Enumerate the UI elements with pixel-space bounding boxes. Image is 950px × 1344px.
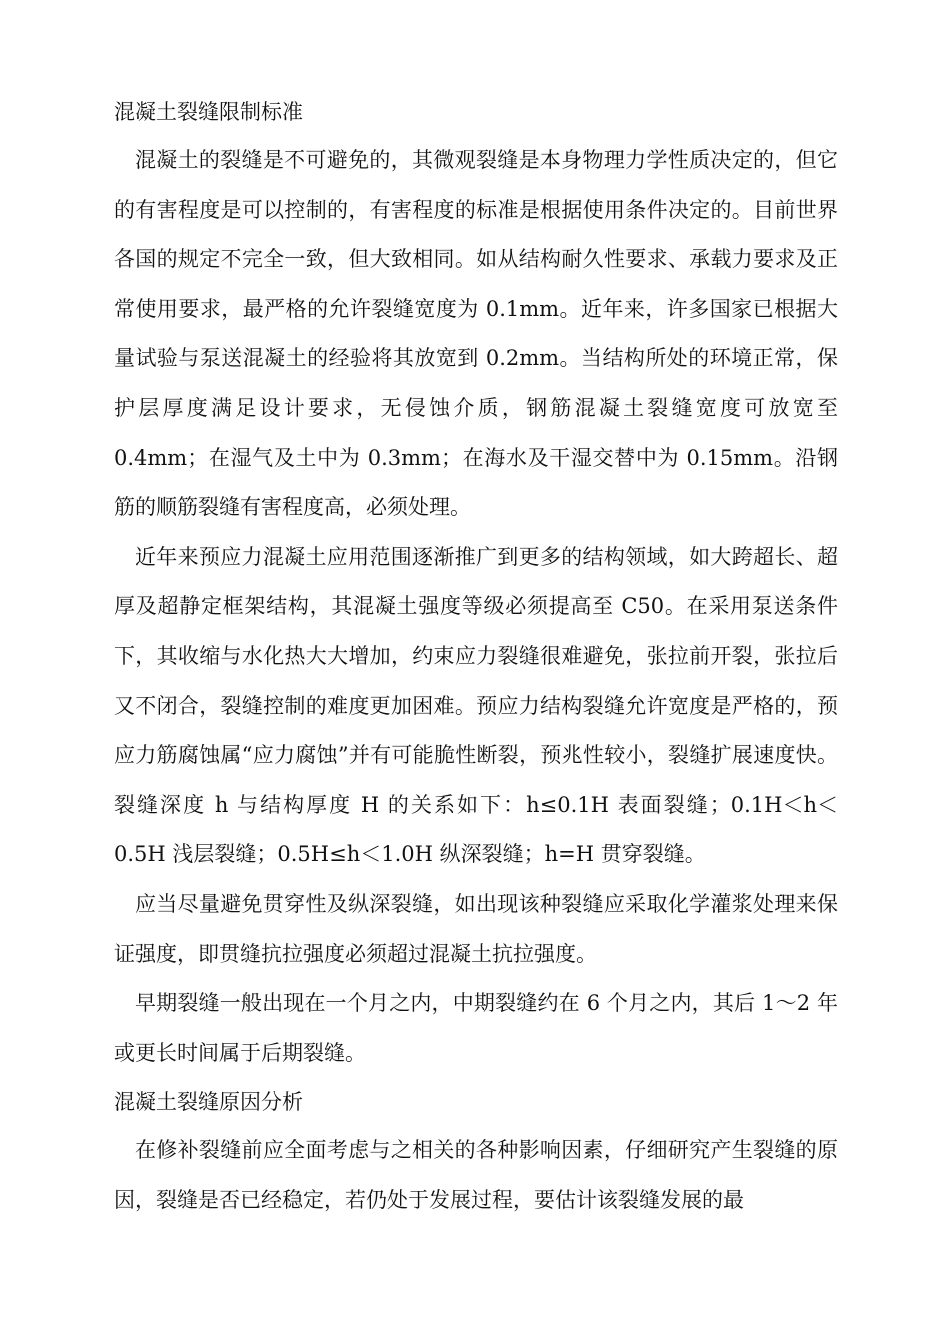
- section-heading-crack-limits: 混凝土裂缝限制标准: [114, 100, 303, 124]
- paragraph-grouting-treatment: 应当尽量避免贯穿性及纵深裂缝，如出现该种裂缝应采取化学灌浆处理来保证强度，即贯缝抗拉强度必须超过混凝土抗拉强度。: [114, 891, 838, 966]
- section-heading-crack-causes: 混凝土裂缝原因分析: [114, 1090, 303, 1115]
- document-body: [114, 88, 838, 1225]
- paragraph-crack-timing: 早期裂缝一般出现在一个月之内，中期裂缝约在 6 个月之内，其后 1～2 年或更长时间属于后期裂缝。: [114, 991, 838, 1065]
- paragraph-prestressed-concrete: 近年来预应力混凝土应用范围逐渐推广到更多的结构领域，如大跨超长、超厚及超静定框架结构，其混凝土强度等级必须提高至 C50。在采用泵送条件下，其收缩与水化热大大增加，约束应力裂缝很难避免，张拉前开裂，张拉后又不闭合，裂缝控制的难度更加困难。预应力结构裂缝允许宽度是严格的，预应力筋腐蚀属“应力腐蚀”并有可能脆性断裂，预兆性较小，裂缝扩展速度快。裂缝深度 h 与结构厚度 H 的关系如下：h≤0.1H 表面裂缝；0.1H＜h＜0.5H 浅层裂缝；0.5H≤h＜1.0H 纵深裂缝；h=H 贯穿裂缝。: [114, 544, 838, 867]
- paragraph-crack-width-standards: 混凝土的裂缝是不可避免的，其微观裂缝是本身物理力学性质决定的，但它的有害程度是可以控制的，有害程度的标准是根据使用条件决定的。目前世界各国的规定不完全一致，但大致相同。如从结构耐久性要求、承载力要求及正常使用要求，最严格的允许裂缝宽度为 0.1mm。近年来，许多国家已根据大量试验与泵送混凝土的经验将其放宽到 0.2mm。当结构所处的环境正常，保护层厚度满足设计要求，无侵蚀介质，钢筋混凝土裂缝宽度可放宽至 0.4mm；在湿气及土中为 0.3mm；在海水及干湿交替中为 0.15mm。沿钢筋的顺筋裂缝有害程度高，必须处理。: [114, 148, 838, 520]
- paragraph-repair-considerations: 在修补裂缝前应全面考虑与之相关的各种影响因素，仔细研究产生裂缝的原因，裂缝是否已经稳定，若仍处于发展过程，要估计该裂缝发展的最: [114, 1138, 838, 1212]
